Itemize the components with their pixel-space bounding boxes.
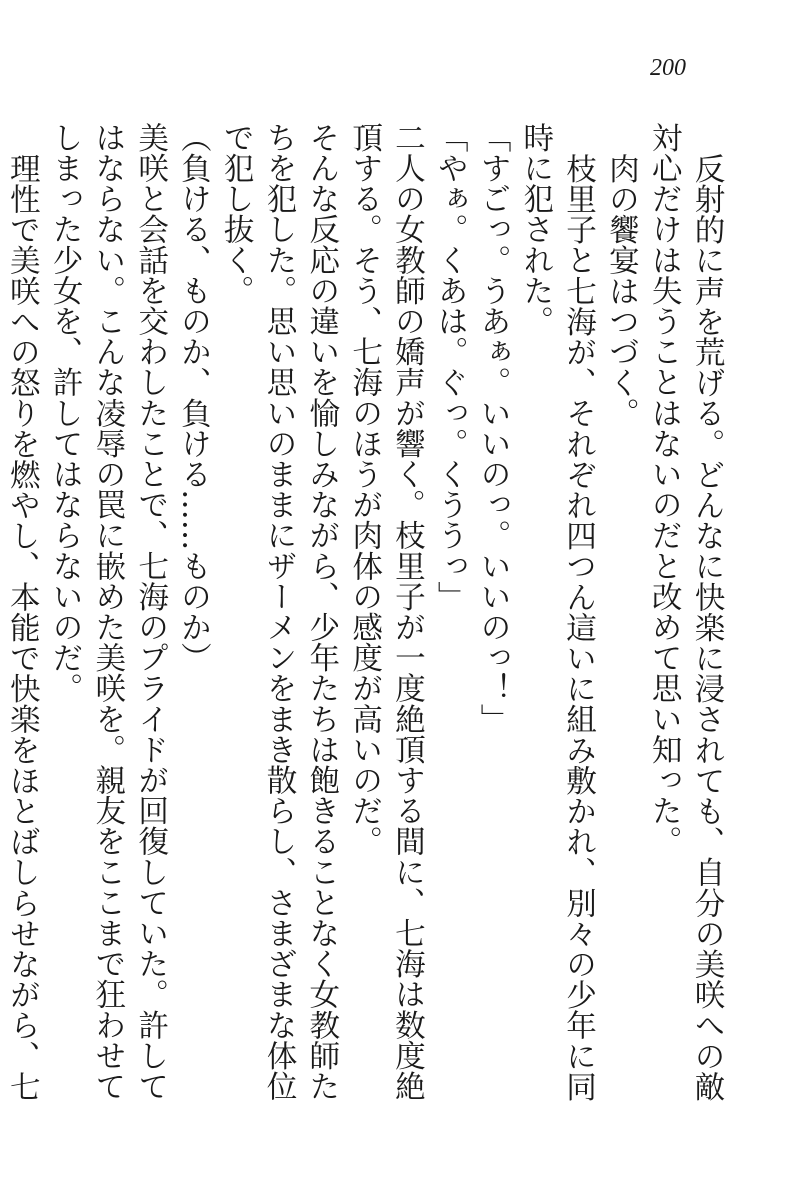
paragraph: そんな反応の違いを愉しみながら、少年たちは飽きることなく女教師たちを犯した。思い思いのままにザーメンをまき散らし、さまざまな体位で犯し抜く。 bbox=[218, 122, 339, 1102]
dialogue-line: 「やぁ。くあは。ぐっ。くううっ」 bbox=[432, 122, 468, 612]
dialogue-line: 「すごっ。うあぁ。いいのっ。いいのっ！」 bbox=[475, 122, 511, 734]
page-number: 200 bbox=[650, 55, 686, 81]
paragraph: 肉の饗宴はつづく。 bbox=[603, 152, 639, 428]
paragraph: 美咲と会話を交わしたことで、七海のプライドが回復していた。許してはならない。こんな凌辱の罠に嵌めた美咲を。親友をここまで狂わせてしまった少女を、許してはならないのだ。 bbox=[47, 122, 168, 1102]
inner-monologue: （負ける、ものか、負ける……ものか） bbox=[175, 122, 211, 673]
paragraph: 反射的に声を荒げる。どんなに快楽に浸されても、自分の美咲への敵対心だけは失うことはないのだと改めて思い知った。 bbox=[646, 122, 724, 1102]
paragraph: 二人の女教師の嬌声が響く。枝里子が一度絶頂する間に、七海は数度絶頂する。そう、七海のほうが肉体の感度が高いのだ。 bbox=[346, 122, 425, 1102]
paragraph: 枝里子と七海が、それぞれ四つん這いに組み敷かれ、別々の少年に同時に犯された。 bbox=[517, 122, 596, 1102]
vertical-text-body bbox=[0, 122, 727, 1122]
paragraph: 理性で美咲への怒りを燃やし、本能で快楽をほとばしらせながら、七 bbox=[4, 152, 40, 1102]
